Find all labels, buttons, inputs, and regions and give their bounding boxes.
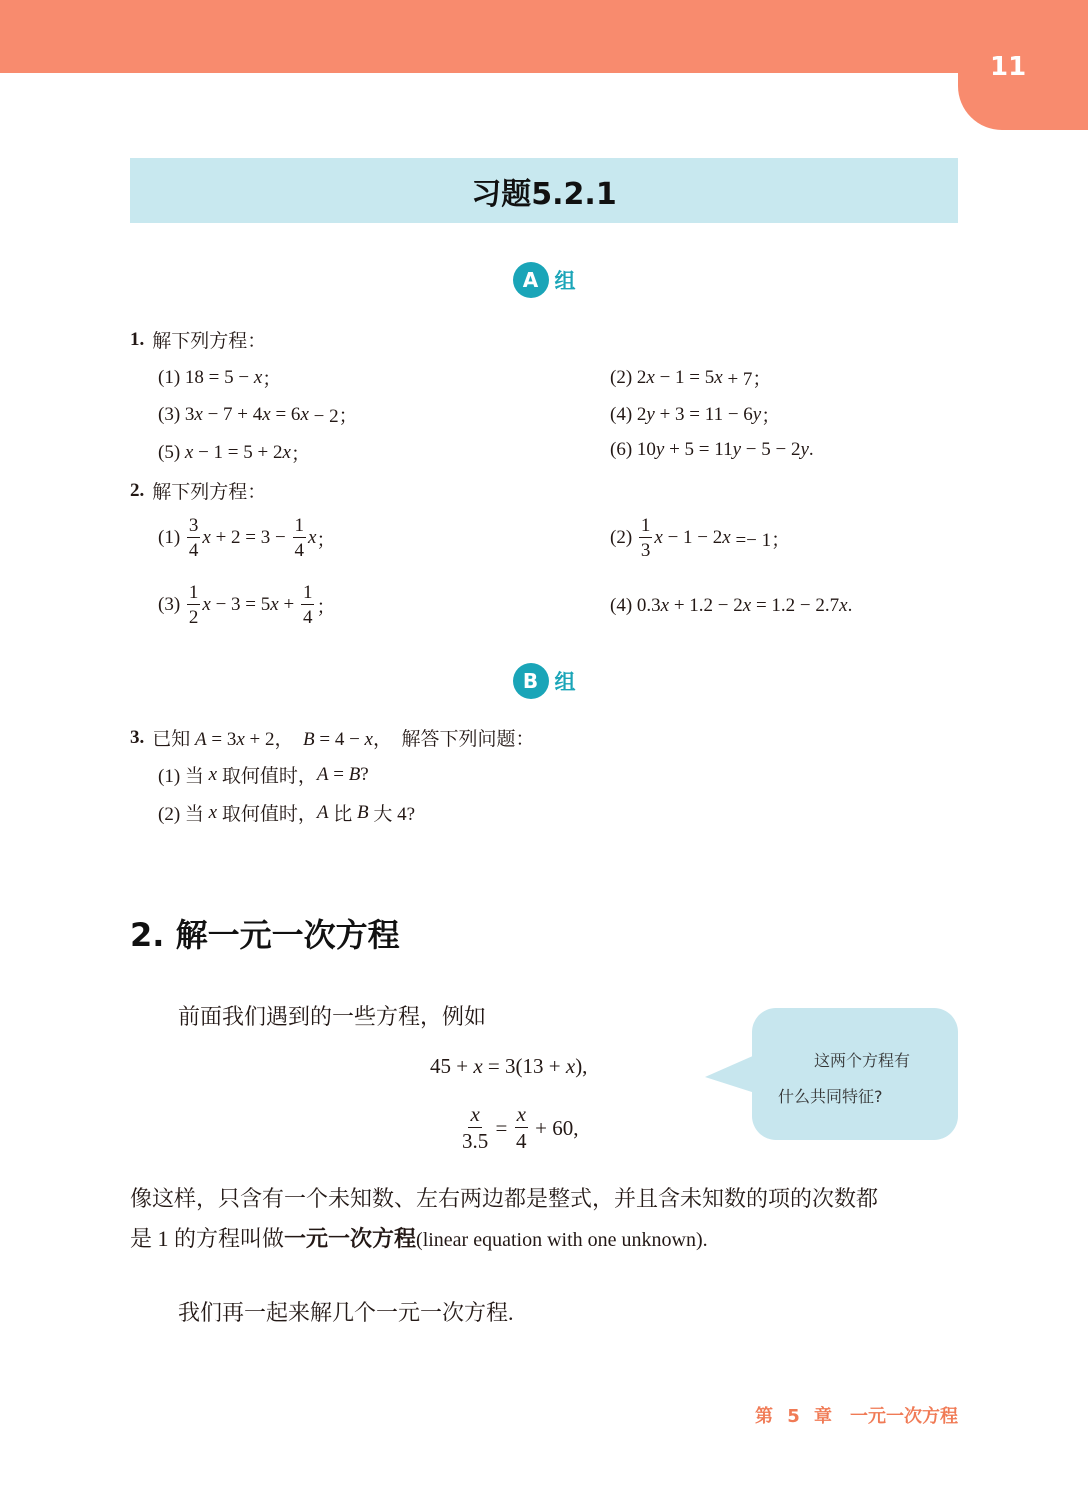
text: 大 4? — [368, 804, 416, 825]
fraction — [293, 516, 307, 560]
q2-item-4 — [610, 595, 852, 617]
text: − 3 = 5 — [210, 594, 271, 615]
q1-item-3 — [158, 401, 358, 428]
group-b-badge: B — [513, 663, 549, 699]
text: = — [328, 763, 349, 785]
text: (4) 2 — [610, 403, 647, 425]
text: (4) 0.3 — [610, 595, 661, 616]
variable: x — [565, 1054, 576, 1078]
text: − 2； — [308, 406, 358, 427]
variable: x — [184, 441, 194, 463]
q3-stem — [130, 724, 535, 751]
text: ? — [360, 763, 369, 785]
variable: x — [742, 595, 752, 616]
text: − 1 − 2 — [662, 527, 723, 548]
q2-item-3 — [158, 583, 335, 627]
variable: y — [655, 439, 665, 460]
text: (1) 18 = 5 − — [158, 366, 254, 388]
group-a-label: 组 — [554, 269, 576, 293]
variable: x — [236, 729, 245, 750]
variable: x — [308, 527, 317, 548]
text: 45 + — [430, 1054, 474, 1078]
text: − 1 = 5 + 2 — [193, 441, 283, 463]
definition-english: (linear equation with one unknown). — [416, 1229, 708, 1251]
fraction — [301, 583, 315, 627]
variable: A — [195, 729, 207, 750]
text: (1) — [158, 527, 185, 548]
denominator: 4 — [302, 607, 313, 628]
q1-item-2 — [610, 364, 771, 391]
denominator: 3.5 — [462, 1129, 489, 1153]
text: ， 解答下列问题： — [372, 729, 535, 750]
variable: x — [660, 595, 670, 616]
denominator: 2 — [188, 607, 199, 628]
variable: x — [208, 763, 218, 785]
section-heading: 2. 解一元一次方程 — [130, 916, 400, 954]
text: ； — [316, 529, 336, 551]
intro-text: 前面我们遇到的一些方程，例如 — [178, 1004, 487, 1029]
variable: x — [300, 403, 309, 425]
variable: x — [208, 801, 218, 823]
variable: y — [752, 403, 762, 425]
group-b-heading — [0, 663, 1088, 699]
variable: y — [800, 439, 809, 460]
denominator: 4 — [294, 540, 304, 561]
variable: x — [202, 527, 211, 548]
definition-term: 一元一次方程 — [284, 1226, 417, 1251]
chapter-footer: 第 5 章 一元一次方程 — [754, 1406, 958, 1427]
variable: B — [303, 729, 315, 750]
variable: x — [262, 403, 271, 425]
text: ； — [316, 596, 336, 618]
numerator: 3 — [188, 515, 199, 536]
q1-item-4 — [610, 401, 780, 428]
q1-item-5 — [158, 439, 310, 466]
definition-text: 是 1 的方程叫做 — [130, 1226, 285, 1251]
denominator: 4 — [516, 1129, 527, 1153]
group-a-heading — [0, 262, 1088, 298]
q2-item-1 — [158, 516, 335, 560]
variable: y — [646, 403, 655, 425]
text: 比 — [328, 804, 357, 825]
text: . — [847, 595, 853, 616]
numerator: 1 — [640, 515, 651, 536]
text: + 1.2 − 2 — [669, 595, 743, 616]
exercise-title: 习题5.2.1 — [130, 158, 958, 223]
numerator: x — [516, 1102, 526, 1126]
text: =− 1； — [730, 529, 791, 551]
variable: x — [270, 594, 279, 615]
fraction — [515, 1104, 528, 1152]
text: = 4 − — [314, 729, 365, 750]
group-a-badge: A — [513, 262, 549, 298]
text: ； — [761, 406, 781, 427]
fraction — [187, 516, 201, 560]
group-b-label: 组 — [554, 670, 576, 694]
q1-text: 解下列方程： — [152, 331, 267, 352]
text: + 3 = 11 − 6 — [654, 403, 753, 425]
numerator: x — [470, 1102, 480, 1126]
text: = 3 — [206, 729, 237, 750]
bubble-line-1: 这两个方程有 — [814, 1051, 911, 1070]
text: = 3(13 + — [482, 1054, 566, 1078]
text: = 6 — [270, 403, 301, 425]
text: + 7； — [722, 369, 772, 390]
denominator: 3 — [640, 540, 651, 561]
text: − 5 − 2 — [741, 439, 801, 460]
q2-text: 解下列方程： — [152, 482, 267, 503]
numerator: 1 — [294, 515, 304, 536]
definition-line-1: 像这样，只含有一个未知数、左右两边都是整式，并且含未知数的项的次数都 — [130, 1186, 879, 1211]
variable: x — [202, 594, 211, 615]
bubble-line-2: 什么共同特征? — [778, 1087, 883, 1106]
text: 已知 — [152, 729, 196, 750]
text: . — [808, 439, 814, 460]
text: = 1.2 − 2.7 — [751, 595, 840, 616]
text: + 5 = 11 — [664, 439, 733, 460]
variable: x — [646, 366, 655, 388]
equation-2 — [460, 1104, 579, 1152]
text: (3) — [158, 594, 185, 615]
variable: x — [714, 366, 723, 388]
speech-bubble-tail — [705, 1055, 755, 1093]
text: ； — [262, 369, 282, 390]
text: (2) — [610, 527, 637, 548]
text: (1) 当 — [158, 766, 209, 787]
q3-item-1 — [158, 761, 369, 788]
variable: x — [654, 527, 663, 548]
text: (5) — [158, 441, 185, 463]
text: − 7 + 4 — [202, 403, 263, 425]
q1-stem — [130, 326, 266, 353]
q3-text — [152, 724, 534, 751]
text: 取何值时， — [217, 766, 317, 787]
variable: x — [194, 403, 203, 425]
text: (3) 3 — [158, 403, 195, 425]
text: ； — [290, 444, 310, 465]
q1-number: 1. — [130, 328, 145, 350]
fraction — [639, 516, 653, 560]
q3-item-2 — [158, 799, 415, 826]
variable: x — [364, 729, 373, 750]
q2-item-2 — [610, 516, 790, 560]
numerator: 1 — [188, 582, 199, 603]
variable: y — [732, 439, 742, 460]
q1-item-1 — [158, 364, 281, 391]
text: − 1 = 5 — [654, 366, 715, 388]
variable: x — [839, 595, 848, 616]
text: ), — [575, 1054, 588, 1078]
fraction — [462, 1104, 488, 1152]
text: = — [490, 1115, 513, 1140]
definition-line-2 — [130, 1222, 708, 1253]
q2-number: 2. — [130, 479, 145, 501]
fraction — [187, 583, 201, 627]
q3-number: 3. — [130, 726, 145, 748]
q2-stem — [130, 477, 266, 504]
variable: x — [282, 441, 291, 463]
variable: A — [316, 763, 329, 785]
text: 取何值时， — [217, 804, 317, 825]
denominator: 4 — [188, 540, 199, 561]
text: + — [278, 594, 299, 615]
closing-text: 我们再一起来解几个一元一次方程. — [178, 1300, 514, 1325]
numerator: 1 — [302, 582, 313, 603]
equation-1 — [430, 1054, 587, 1079]
variable: x — [253, 366, 263, 388]
text: (2) 2 — [610, 366, 647, 388]
variable: x — [722, 527, 731, 548]
text: + 60, — [529, 1115, 579, 1140]
text: + 2 = 3 − — [210, 527, 291, 548]
header-band — [0, 0, 1088, 73]
variable: A — [316, 801, 329, 823]
page-number: 11 — [990, 52, 1027, 82]
text: (2) 当 — [158, 804, 209, 825]
q1-item-6 — [610, 439, 814, 461]
variable: B — [356, 801, 369, 823]
variable: x — [473, 1054, 483, 1078]
text: (6) 10 — [610, 439, 656, 460]
text: + 2， — [244, 729, 303, 750]
speech-bubble — [752, 1008, 958, 1140]
variable: B — [348, 763, 361, 785]
